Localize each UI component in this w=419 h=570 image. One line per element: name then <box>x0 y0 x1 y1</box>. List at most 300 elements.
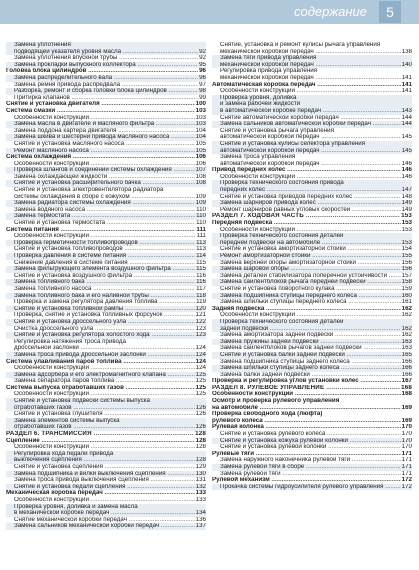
toc-entry-title: Снятие и установка приводов передних колес <box>220 193 353 200</box>
toc-page-number: 95 <box>199 61 206 68</box>
toc-entry <box>212 148 412 155</box>
toc-page-number: 133 <box>195 490 206 497</box>
toc-page-number: 115 <box>196 259 206 266</box>
toc-entry <box>212 108 412 115</box>
toc-entry <box>6 253 206 260</box>
toc-page-number: 146 <box>401 160 412 167</box>
toc-entry-title: Особенности конструкции <box>14 391 89 398</box>
toc-entry-title: Замена наружного наконечника рулевой тяги <box>220 457 351 464</box>
toc-entry-title: Замена рулевой тяги в сборе <box>220 464 305 470</box>
toc-entry <box>6 121 206 128</box>
toc-entry-title: механической коробкой передач <box>220 74 314 81</box>
toc-entry-title: Замена охлаждающей жидкости <box>14 173 108 180</box>
toc-entry <box>6 49 206 56</box>
toc-page-number: 166 <box>401 358 412 365</box>
toc-page-number: 124 <box>195 345 206 352</box>
toc-heading <box>6 438 206 445</box>
toc-entry <box>6 55 206 62</box>
toc-entry <box>6 424 206 431</box>
toc-page-number: 166 <box>401 365 412 372</box>
toc-page-number: 134 <box>195 510 206 517</box>
toc-page-number: 115 <box>196 266 206 273</box>
toc-page-number: 116 <box>196 272 206 279</box>
toc-entry <box>212 128 412 135</box>
toc-entry <box>212 266 412 273</box>
toc-page-number: 168 <box>401 391 412 398</box>
toc-entry-title: Система питания <box>6 226 59 233</box>
toc-heading <box>212 411 412 418</box>
toc-entry-title: Передняя подвеска <box>212 220 273 227</box>
toc-entry-title: Проверка уровня, доливка <box>220 94 297 101</box>
toc-entry <box>6 233 206 240</box>
toc-entry <box>212 273 412 280</box>
toc-entry-title: Особенности конструкции <box>14 365 89 372</box>
toc-entry-title: Замена шпильки ступицы переднего колеса <box>220 299 347 306</box>
toc-entry-title: Проверка шлангов и соединений системы охлаждения <box>14 167 172 174</box>
toc-entry <box>6 477 206 484</box>
toc-page-number: 132 <box>195 483 206 490</box>
toc-entry-title: Замена ремня привода распредвала <box>14 81 121 88</box>
toc-entry-title: Снятие, установка и ремонт кулисы рычага управления <box>220 42 381 48</box>
toc-page-number: 160 <box>401 292 412 299</box>
toc-heading <box>212 167 412 174</box>
toc-section-heading <box>212 385 412 392</box>
toc-page-number: 166 <box>401 371 412 378</box>
toc-page-number: 113 <box>196 239 206 246</box>
toc-page-number: 97 <box>199 81 206 88</box>
toc-heading <box>212 405 412 412</box>
toc-page-number: 133 <box>195 496 206 503</box>
toc-page-number: 144 <box>401 121 412 128</box>
toc-entry-title: отработавших газов <box>14 424 72 431</box>
toc-heading <box>6 227 206 234</box>
toc-entry <box>6 372 206 379</box>
toc-entry <box>212 161 412 168</box>
toc-entry-title: Система смазки <box>6 107 56 114</box>
toc-entry-title: Ремонт амортизаторной стойки <box>220 253 311 259</box>
toc-entry-title: Замена сайлентблоков рычага передней подвески <box>220 279 366 286</box>
toc-page-number: 171 <box>401 470 412 477</box>
toc-entry <box>6 391 206 398</box>
toc-entry <box>212 141 412 148</box>
toc-page-number: 162 <box>401 305 412 312</box>
toc-entry <box>6 134 206 141</box>
toc-entry-title: Замена троса привода выключения сцепления <box>14 477 149 484</box>
toc-page-number: 171 <box>401 450 412 457</box>
toc-page-number: 153 <box>401 220 412 227</box>
toc-entry-title: передних колес <box>220 187 266 194</box>
toc-page-number: 109 <box>195 200 206 207</box>
toc-page-number: 96 <box>199 74 206 81</box>
toc-page-number: 98 <box>199 88 206 95</box>
toc-heading <box>6 68 206 75</box>
toc-heading <box>6 108 206 115</box>
toc-entry <box>212 352 412 359</box>
toc-entry <box>6 200 206 207</box>
toc-entry-title: автоматической коробкой передач <box>220 160 320 167</box>
toc-entry-title: Особенности конструкции <box>14 233 89 240</box>
toc-entry <box>6 326 206 333</box>
toc-page-number: 124 <box>195 358 206 365</box>
toc-entry-title: Автоматическая коробка передач <box>212 81 316 88</box>
toc-page-number: 169 <box>401 404 412 411</box>
toc-entry-title: Проверка давления в системе питания <box>14 253 127 259</box>
toc-entry-title: автоматической коробкой передач <box>220 147 320 154</box>
toc-page-number: 110 <box>196 220 206 227</box>
toc-entry-title: Замена деталей стабилизатора поперечной устойчивости <box>220 272 388 279</box>
toc-page-number: 121 <box>195 312 206 319</box>
toc-page-number: 106 <box>195 160 206 167</box>
toc-page-number: 125 <box>195 371 206 378</box>
toc-page-number: 163 <box>401 345 412 352</box>
toc-entry-title: автоматической коробкой передач <box>220 134 320 141</box>
toc-entry-title: в автоматической коробке передач <box>220 107 322 114</box>
toc-entry-title: Замена поддона картера двигателя <box>14 127 117 134</box>
toc-entry-title: Снятие и установка амортизаторной стойки <box>220 246 346 253</box>
toc-entry <box>6 246 206 253</box>
toc-entry-title: Ремонт масляного насоса <box>14 147 89 154</box>
toc-entry-title: Снятие и установка педали сцепления <box>14 483 126 490</box>
toc-entry-title: Замена амортизатора задней подвески <box>220 332 334 339</box>
toc-entry-title: Проверка и регулировка углов установки колес <box>212 378 359 385</box>
toc-entry-title: на автомобиле <box>212 404 258 411</box>
toc-entry-title: Замена элементов системы выпуска <box>14 417 120 424</box>
toc-entry-title: Особенности конструкции <box>220 173 295 180</box>
toc-entry <box>212 345 412 352</box>
toc-entry <box>212 246 412 253</box>
toc-page-number: 128 <box>195 437 206 444</box>
toc-page-number: 136 <box>195 516 206 523</box>
toc-entry <box>212 431 412 438</box>
toc-entry <box>212 62 412 69</box>
toc-entry <box>212 194 412 201</box>
toc-page-number: 155 <box>401 253 412 259</box>
toc-entry <box>6 345 206 352</box>
toc-entry <box>212 134 412 141</box>
toc-entry-title: Снятие и установка масляного насоса <box>14 140 125 147</box>
toc-entry <box>6 180 206 187</box>
toc-entry-title: Замена троса привода дроссельной заслонки <box>14 351 146 358</box>
toc-entry-title: Особенности конструкции <box>220 226 295 233</box>
toc-heading <box>212 306 412 313</box>
toc-entry <box>6 299 206 306</box>
toc-entry-title: Замена шпильки ступицы заднего колеса <box>220 365 340 372</box>
toc-entry-title: Замена троса управления <box>220 154 296 161</box>
toc-page-number: 106 <box>195 154 206 161</box>
toc-entry <box>6 464 206 471</box>
toc-entry <box>212 207 412 214</box>
toc-entry-title: рулевого колеса <box>212 417 263 424</box>
toc-page-number: 153 <box>401 226 412 233</box>
toc-page-number: 105 <box>195 140 206 147</box>
toc-entry <box>6 115 206 122</box>
toc-entry-title: Особенности конструкции <box>220 88 295 95</box>
toc-page-number: 103 <box>195 107 206 114</box>
toc-page-number: 138 <box>401 48 412 55</box>
toc-page-number: 172 <box>401 477 412 484</box>
toc-entry-title: Проверка технического состояния привода <box>220 180 344 187</box>
toc-page-number: 131 <box>195 477 206 484</box>
toc-entry-title: Регулировка натяжения троса привода <box>14 338 126 345</box>
toc-entry-title: Снятие и установка воздушного фильтра <box>14 272 133 279</box>
toc-entry <box>212 444 412 451</box>
toc-entry-title: Замена верхней опоры амортизаторной стойки <box>220 259 356 266</box>
toc-entry <box>6 306 206 313</box>
toc-entry <box>6 260 206 267</box>
page-number: 5 <box>379 1 401 23</box>
toc-entry <box>6 451 206 458</box>
toc-heading <box>6 385 206 392</box>
toc-entry-title: Замена масла в двигателе и масляного фильтра <box>14 121 155 128</box>
toc-page-number: 156 <box>401 259 412 266</box>
toc-entry <box>6 319 206 326</box>
toc-entry-title: Замена сальников автоматической коробки передач <box>220 121 371 128</box>
toc-page-number: 171 <box>401 457 412 464</box>
toc-entry-title: РАЗДЕЛ 7. ХОДОВАЯ ЧАСТЬ <box>212 213 304 220</box>
toc-entry <box>212 42 412 49</box>
toc-entry-title: Снятие и установка рулевой колонки <box>220 444 327 451</box>
page-header <box>0 0 419 24</box>
toc-entry-title: Рулевая колонка <box>212 424 264 431</box>
toc-page-number: 157 <box>401 272 412 279</box>
toc-entry <box>6 405 206 412</box>
toc-entry <box>212 319 412 326</box>
toc-entry <box>6 517 206 524</box>
toc-heading <box>212 391 412 398</box>
toc-page-number: 128 <box>195 444 206 451</box>
toc-entry <box>6 62 206 69</box>
toc-entry-title: отработавших газов <box>14 404 72 411</box>
toc-entry <box>212 101 412 108</box>
toc-entry <box>212 299 412 306</box>
toc-page-number: 130 <box>195 470 206 477</box>
toc-entry <box>6 457 206 464</box>
toc-heading <box>6 490 206 497</box>
toc-page-number: 116 <box>196 279 206 286</box>
toc-entry-title: и замена рабочей жидкости <box>220 101 301 108</box>
toc-entry-title: Снятие механической коробки передач <box>14 516 127 523</box>
toc-heading <box>212 82 412 89</box>
toc-entry-title: Рулевой механизм <box>212 477 270 484</box>
toc-page-number: 145 <box>401 147 412 154</box>
toc-entry-title: Снятие и установка топливной рампы <box>14 305 124 312</box>
toc-entry-title: РАЗДЕЛ 8. РУЛЕВОЕ УПРАВЛЕНИЕ <box>212 384 325 391</box>
toc-entry-title: Проверка свободного хода (люфта) <box>212 411 323 418</box>
toc-entry <box>6 148 206 155</box>
toc-entry-title: Система выпуска отработавших газов <box>6 384 124 391</box>
toc-page-number: 96 <box>199 68 206 75</box>
toc-page-number: 141 <box>401 81 412 88</box>
toc-entry <box>6 88 206 95</box>
toc-page-number: 99 <box>199 94 206 101</box>
toc-entry <box>212 200 412 207</box>
toc-entry-title: Система охлаждения <box>6 154 72 161</box>
toc-heading <box>212 451 412 458</box>
toc-entry-title: Замена термостата <box>14 213 71 220</box>
toc-entry-title: Замена прокладки выпускного коллектора <box>14 61 136 68</box>
toc-entry <box>6 187 206 194</box>
toc-entry-title: Сцепление <box>6 437 40 444</box>
toc-page-number: 128 <box>195 431 206 438</box>
toc-entry <box>212 464 412 471</box>
toc-heading <box>212 220 412 227</box>
toc-page-number: 169 <box>401 417 412 424</box>
toc-right-column <box>212 42 412 490</box>
toc-page-number: 140 <box>401 61 412 68</box>
toc-heading <box>6 359 206 366</box>
toc-page-number: 154 <box>401 246 412 253</box>
toc-entry-title: Особенности конструкции <box>220 312 295 319</box>
toc-entry-title: Замена балки задней подвески <box>220 371 310 378</box>
toc-entry <box>6 339 206 346</box>
toc-page-number: 123 <box>195 325 206 332</box>
toc-entry <box>6 444 206 451</box>
toc-page-number: 108 <box>195 173 206 180</box>
toc-entry <box>212 88 412 95</box>
toc-entry <box>6 352 206 359</box>
toc-entry <box>212 174 412 181</box>
toc-entry <box>212 154 412 161</box>
toc-entry <box>6 95 206 102</box>
toc-entry-title: Проверка, снятие и установка топливных форсунок <box>14 312 163 319</box>
toc-entry-title: задней подвески <box>220 325 269 332</box>
toc-entry-title: Замена подшипника и вилки выключения сцепления <box>14 470 166 477</box>
toc-entry-title: Замена пружины задней подвески <box>220 338 319 345</box>
toc-entry <box>212 121 412 128</box>
toc-entry <box>6 240 206 247</box>
toc-page-number: 122 <box>195 318 206 325</box>
toc-entry <box>212 227 412 234</box>
toc-entry <box>6 207 206 214</box>
toc-entry-title: Регулировка хода педали привода <box>14 450 114 457</box>
toc-page-number: 153 <box>401 239 412 246</box>
toc-entry-title: передней подвески на автомобиле <box>220 239 321 246</box>
toc-entry <box>6 273 206 280</box>
toc-page-number: 111 <box>196 226 206 233</box>
toc-entry-title: Замена подшипника ступицы переднего колеса <box>220 292 357 299</box>
toc-entry <box>212 312 412 319</box>
toc-page-number: 104 <box>195 127 206 134</box>
toc-entry-title: дроссельной заслонки <box>14 345 79 352</box>
toc-entry <box>6 484 206 491</box>
toc-page-number: 146 <box>401 173 412 180</box>
toc-entry-title: Особенности конструкции <box>14 496 89 503</box>
toc-entry <box>212 253 412 260</box>
toc-entry-title: механической коробкой передач <box>220 48 314 55</box>
toc-entry <box>6 398 206 405</box>
toc-entry-title: Снятие и установка глушителя <box>14 411 103 418</box>
toc-page-number: 147 <box>401 187 412 194</box>
toc-entry <box>6 497 206 504</box>
toc-page-number: 170 <box>401 424 412 431</box>
toc-entry-title: Снятие и установка кожуха рулевой колонки <box>220 437 348 444</box>
toc-page-number: 111 <box>196 233 206 240</box>
toc-entry-title: Снятие и установка поворотного кулака <box>220 285 335 292</box>
header-title: содержание <box>293 4 367 19</box>
toc-entry <box>212 240 412 247</box>
toc-entry <box>212 438 412 445</box>
toc-heading <box>212 477 412 484</box>
toc-entry <box>212 372 412 379</box>
toc-page-number: 123 <box>195 332 206 339</box>
toc-entry-title: Снятие и установка сцепления <box>14 464 103 470</box>
toc-page-number: 158 <box>401 279 412 286</box>
toc-page-number: 92 <box>199 48 206 55</box>
toc-entry-title: Осмотр и проверка рулевого управления <box>212 398 340 405</box>
toc-entry-title: Особенности конструкции <box>14 444 89 451</box>
toc-entry-title: Снятие и установка топливопроводов <box>14 246 123 253</box>
toc-entry-title: в механической коробке передач <box>14 510 110 517</box>
toc-entry-title: Замена распределительного вала <box>14 74 113 81</box>
toc-entry <box>6 174 206 181</box>
toc-page-number: 120 <box>195 305 206 312</box>
toc-page-number: 104 <box>195 134 206 141</box>
toc-entry <box>212 471 412 478</box>
toc-heading <box>6 154 206 161</box>
toc-page-number: 170 <box>401 437 412 444</box>
toc-heading <box>212 418 412 425</box>
toc-page-number: 117 <box>196 285 206 292</box>
toc-entry-title: Задняя подвеска <box>212 305 265 312</box>
toc-entry <box>212 293 412 300</box>
toc-page-number: 145 <box>401 134 412 141</box>
toc-page-number: 92 <box>199 55 206 62</box>
toc-entry-title: Снятие и установка электровентилятора радиатора <box>14 187 164 194</box>
toc-entry-title: Снятие и установка балки задней подвески <box>220 351 345 358</box>
toc-entry <box>212 365 412 372</box>
toc-entry <box>6 141 206 148</box>
toc-page-number: 162 <box>401 332 412 339</box>
toc-page-number: 119 <box>196 299 206 306</box>
toc-heading <box>212 378 412 385</box>
toc-entry-title: Замена радиатора системы охлаждения <box>14 200 131 207</box>
toc-entry-title: Замена подшипника ступицы заднего колеса <box>220 358 350 365</box>
toc-entry-title: выключения сцепления <box>14 457 82 464</box>
toc-entry-title: Проверка технического состояния деталей <box>220 233 344 240</box>
toc-entry <box>6 82 206 89</box>
toc-page-number: 126 <box>195 424 206 431</box>
toc-entry <box>6 286 206 293</box>
toc-entry <box>212 68 412 75</box>
toc-page-number: 146 <box>401 167 412 174</box>
toc-page-number: 107 <box>195 167 206 174</box>
toc-entry-title: Механическая коробка передач <box>6 490 103 497</box>
toc-page-number: 141 <box>401 74 412 81</box>
toc-page-number: 128 <box>195 457 206 464</box>
toc-page-number: 168 <box>401 384 412 391</box>
toc-entry-title: Снятие и установка термостата <box>14 220 106 227</box>
toc-entry-title: Снятие и установка рычага управления <box>220 127 334 134</box>
toc-entry <box>6 213 206 220</box>
toc-entry <box>212 326 412 333</box>
toc-heading <box>212 424 412 431</box>
toc-entry-title: Прокачка системы гидроусилителя рулевого управления <box>220 483 384 490</box>
toc-entry <box>6 418 206 425</box>
toc-entry <box>6 75 206 82</box>
toc-entry <box>212 279 412 286</box>
toc-section-heading <box>6 431 206 438</box>
toc-entry-title: Снятие автоматической коробки передач <box>220 114 339 121</box>
toc-page-number: 110 <box>196 213 206 220</box>
toc-entry-title: Замена шарниров привода колес <box>220 200 316 207</box>
toc-entry-title: Снятие и установка двигателя <box>6 101 100 108</box>
toc-entry <box>6 42 206 49</box>
toc-entry-title: Очистка дроссельного узла <box>14 325 94 332</box>
toc-section-heading <box>212 213 412 220</box>
toc-page-number: 126 <box>195 404 206 411</box>
toc-page-number: 149 <box>401 206 412 213</box>
toc-entry <box>212 457 412 464</box>
